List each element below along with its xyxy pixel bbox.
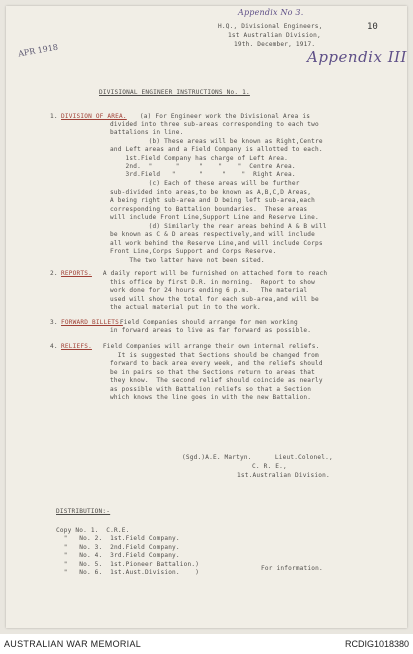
document-page xyxy=(6,6,407,628)
section-4-line: which knows the line goes in with the new Battalion. xyxy=(110,394,312,401)
section-4-line: It is suggested that Sections should be changed from xyxy=(110,352,319,359)
section-4-line: they know. The second relief should coincide as nearly xyxy=(110,377,323,384)
appendix-annotation: Appendix III xyxy=(307,48,407,66)
distribution-row: " No. 6. 1st.Aust.Division. ) xyxy=(56,569,200,576)
section-1-line: and Left areas and a Field Company is allotted to each. xyxy=(110,146,323,153)
header-line-2: 1st Australian Division, xyxy=(228,32,321,39)
signature-line-3: 1st.Australian Division. xyxy=(237,472,330,479)
section-4-line: forward to back area every week, and the reliefs should xyxy=(110,360,323,367)
distribution-row: " No. 3. 2nd.Field Company. xyxy=(56,544,180,551)
section-1-line: (c) Each of these areas will be further xyxy=(110,180,300,187)
header-line-1: H.Q., Divisional Engineers, xyxy=(218,23,323,30)
date-stamp: APR 1918 xyxy=(17,42,59,59)
signature-line-2: C. R. E., xyxy=(252,463,287,470)
section-2-line: work done for 24 hours ending 6 p.m. The material xyxy=(110,287,308,294)
section-2-line: used will show the total for each sub-area,and will be xyxy=(110,296,319,303)
section-2-number: 2. xyxy=(50,270,58,277)
section-1-heading: DIVISION OF AREA. xyxy=(61,113,127,120)
distribution-row: " No. 4. 3rd.Field Company. xyxy=(56,552,180,559)
distribution-row: " No. 2. 1st.Field Company. xyxy=(56,535,180,542)
section-4-line: as possible with Battalion reliefs so that a Section xyxy=(110,386,312,393)
footer-record-id: RCDIG1018380 xyxy=(344,639,409,649)
section-1-line: A being right sub-area and D being left sub-area,each xyxy=(110,197,316,204)
section-1-line: divided into three sub-areas corresponding to each two xyxy=(110,121,319,128)
section-1-line: (b) These areas will be known as Right,Centre xyxy=(110,138,323,145)
page-number: 10 xyxy=(367,22,378,32)
section-1-number: 1. xyxy=(50,113,58,120)
distribution-row: Copy No. 1. C.R.E. xyxy=(56,527,130,534)
section-1-line: battalions in line. xyxy=(110,129,184,136)
distribution-heading: DISTRIBUTION:- xyxy=(56,508,111,515)
signature-line-1: (Sgd.)A.E. Martyn. Lieut.Colonel., xyxy=(182,454,333,461)
section-1-line: 3rd.Field " " " " Right Area. xyxy=(110,171,296,178)
section-4-heading: RELIEFS. xyxy=(61,343,92,350)
section-1-line: sub-divided into areas,to be known as A,B,C,D Areas, xyxy=(110,189,312,196)
section-1-line: will include Front Line,Support Line and Reserve Line. xyxy=(110,214,319,221)
section-1-line: (a) For Engineer work the Divisional Area is xyxy=(136,113,311,120)
section-1-line: (d) Similarly the rear areas behind A & B will xyxy=(110,223,327,230)
section-3-heading: FORWARD BILLETS. xyxy=(61,319,123,326)
appendix-annotation-top: Appendix No 3. xyxy=(238,8,304,17)
section-2-line: A daily report will be furnished on attached form to reach xyxy=(99,270,328,277)
section-1-line: Front Line,Corps Support and Corps Reserve. xyxy=(110,248,277,255)
section-3-line: in forward areas to live as far forward as possible. xyxy=(110,327,312,334)
section-3-number: 3. xyxy=(50,319,58,326)
section-4-line: be in pairs so that the Sections return to areas that xyxy=(110,369,316,376)
section-1-line: The two latter have not been sited. xyxy=(110,257,265,264)
archive-footer xyxy=(0,634,413,654)
section-4-number: 4. xyxy=(50,343,58,350)
section-1-line: all work behind the Reserve Line,and will include Corps xyxy=(110,240,323,247)
section-1-line: corresponding to Battalion boundaries. These areas xyxy=(110,206,308,213)
section-2-line: this office by first D.R. in morning. Report to show xyxy=(110,279,316,286)
section-1-line: 2nd. " " " " " Centre Area. xyxy=(110,163,296,170)
section-1-line: be known as C & D areas respectively,and will include xyxy=(110,231,316,238)
document-title: DIVISIONAL ENGINEER INSTRUCTIONS No. 1. xyxy=(99,89,250,96)
distribution-note: For information. xyxy=(261,565,323,572)
section-4-line: Field Companies will arrange their own internal reliefs. xyxy=(99,343,320,350)
section-2-heading: REPORTS. xyxy=(61,270,92,277)
section-2-line: the actual material put in to the work. xyxy=(110,304,261,311)
section-3-line: Field Companies should arrange for men working xyxy=(116,319,298,326)
footer-institution: AUSTRALIAN WAR MEMORIAL xyxy=(4,639,142,649)
header-line-3: 19th. December, 1917. xyxy=(234,41,316,48)
distribution-row: " No. 5. 1st.Pioneer Battalion.) xyxy=(56,561,200,568)
section-1-line: 1st.Field Company has charge of Left Area. xyxy=(110,155,288,162)
